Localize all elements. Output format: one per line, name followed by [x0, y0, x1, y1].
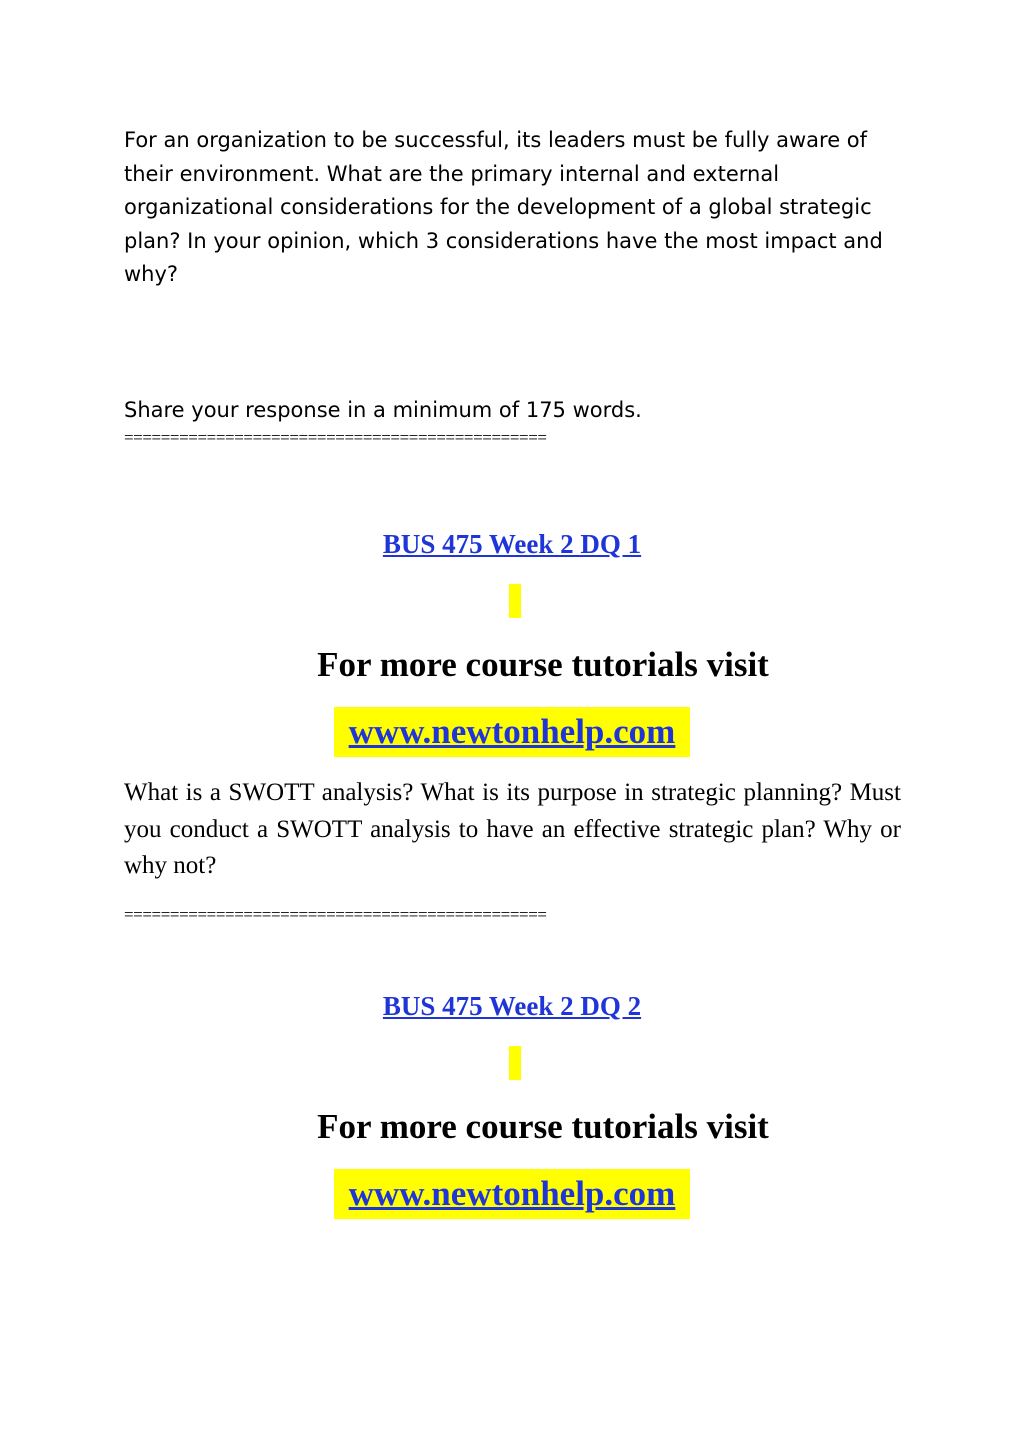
intro-paragraph: For an organization to be successful, its leaders must be fully aware of their environment. What are the primary internal and external organizational considerations for the development of a global strategic plan? In your opinion, which 3 considerations have the most impact and why? — [124, 128, 883, 286]
highlight-marker — [509, 1046, 521, 1080]
section-divider: ============================================== — [124, 906, 547, 924]
course-title-dq2 — [0, 990, 1024, 1022]
course-link-dq1[interactable]: BUS 475 Week 2 DQ 1 — [382, 529, 642, 559]
swott-question: What is a SWOTT analysis? What is its purpose in strategic planning? Must you conduct a SWOTT analysis to have an effective strategic plan? Why or why not? — [124, 779, 901, 879]
section-divider: ============================================== — [124, 429, 547, 447]
site-link[interactable]: www.newtonhelp.com — [348, 712, 676, 751]
site-link-highlight — [334, 1169, 690, 1219]
share-instruction: Share your response in a minimum of 175 words. — [124, 398, 642, 422]
site-link[interactable]: www.newtonhelp.com — [348, 1174, 676, 1213]
site-link-highlight — [334, 707, 690, 757]
promo-heading: For more course tutorials visit — [317, 1107, 769, 1146]
promo-heading: For more course tutorials visit — [317, 645, 769, 684]
course-link-dq2[interactable]: BUS 475 Week 2 DQ 2 — [382, 991, 642, 1021]
course-title-dq1 — [0, 528, 1024, 560]
highlight-marker — [509, 584, 521, 618]
